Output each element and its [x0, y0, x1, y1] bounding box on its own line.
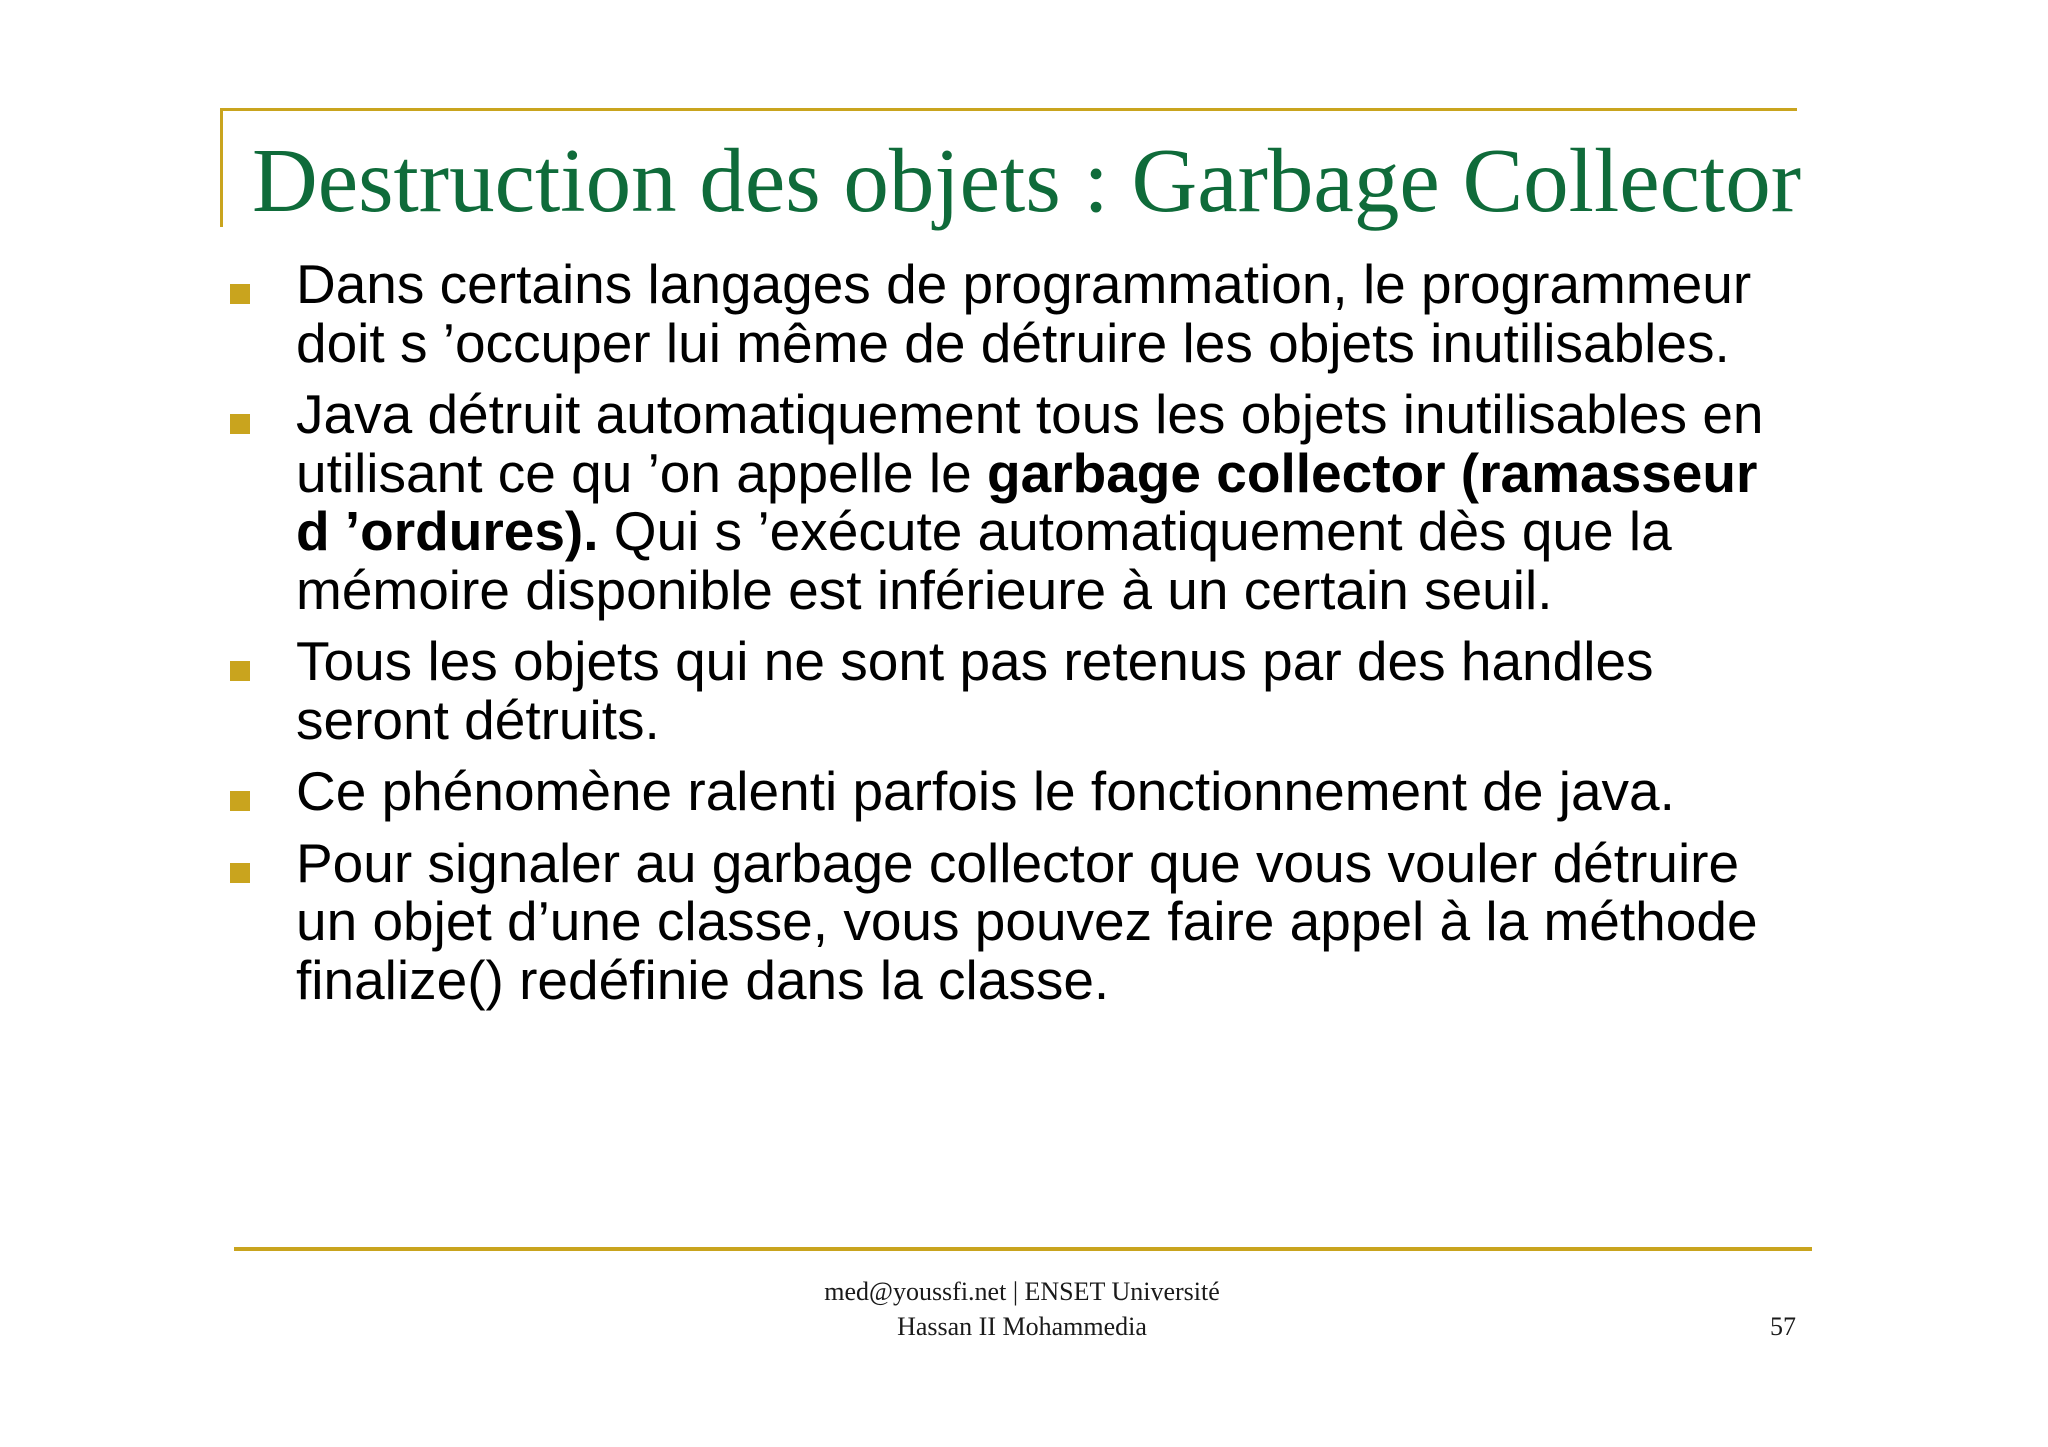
square-bullet-icon [230, 791, 250, 811]
title-frame-top-rule [220, 108, 1797, 111]
footer-rule [234, 1247, 1812, 1251]
footer-line-1: med@youssfi.net | ENSET Université [824, 1277, 1220, 1306]
bullet-item [230, 385, 1790, 619]
bullet-item [230, 632, 1790, 749]
page-number: 57 [1770, 1312, 1796, 1341]
bullet-item [230, 831, 1790, 1011]
square-bullet-icon [230, 284, 250, 304]
bullet-item [230, 255, 1790, 372]
bold-term: garbage collector (ramasseur d ’ordures). [296, 441, 1758, 562]
footer-credit [722, 1274, 1322, 1344]
slide-title: Destruction des objets : Garbage Collector [252, 130, 1802, 231]
bullet-text: Dans certains langages de programmation, le programmeur doit s ’occuper lui même de détruire les objets inutilisables. [296, 253, 1752, 374]
bullet-item [230, 762, 1790, 821]
bullet-text: Pour signaler au garbage collector que vous vouler détruire un objet d’une classe, vous pouvez faire appel à la méthode finalize() redéfinie dans la classe. [296, 831, 1758, 1011]
square-bullet-icon [230, 863, 250, 883]
bullet-list [230, 255, 1790, 1022]
footer-line-2: Hassan II Mohammedia [897, 1312, 1147, 1341]
square-bullet-icon [230, 661, 250, 681]
square-bullet-icon [230, 414, 250, 434]
bullet-text: Ce phénomène ralenti parfois le fonctionnement de java. [296, 760, 1675, 822]
bullet-text: Tous les objets qui ne sont pas retenus par des handles seront détruits. [296, 630, 1654, 751]
title-frame-left-rule [220, 108, 223, 227]
bullet-text: Java détruit automatiquement tous les objets inutilisables en utilisant ce qu ’on appelle le garbage collector (ramasseur d ’ordures). Qui s ’exécute automatiquement dès que la mémoire disponible est inférieure à un certain seuil. [296, 383, 1764, 621]
